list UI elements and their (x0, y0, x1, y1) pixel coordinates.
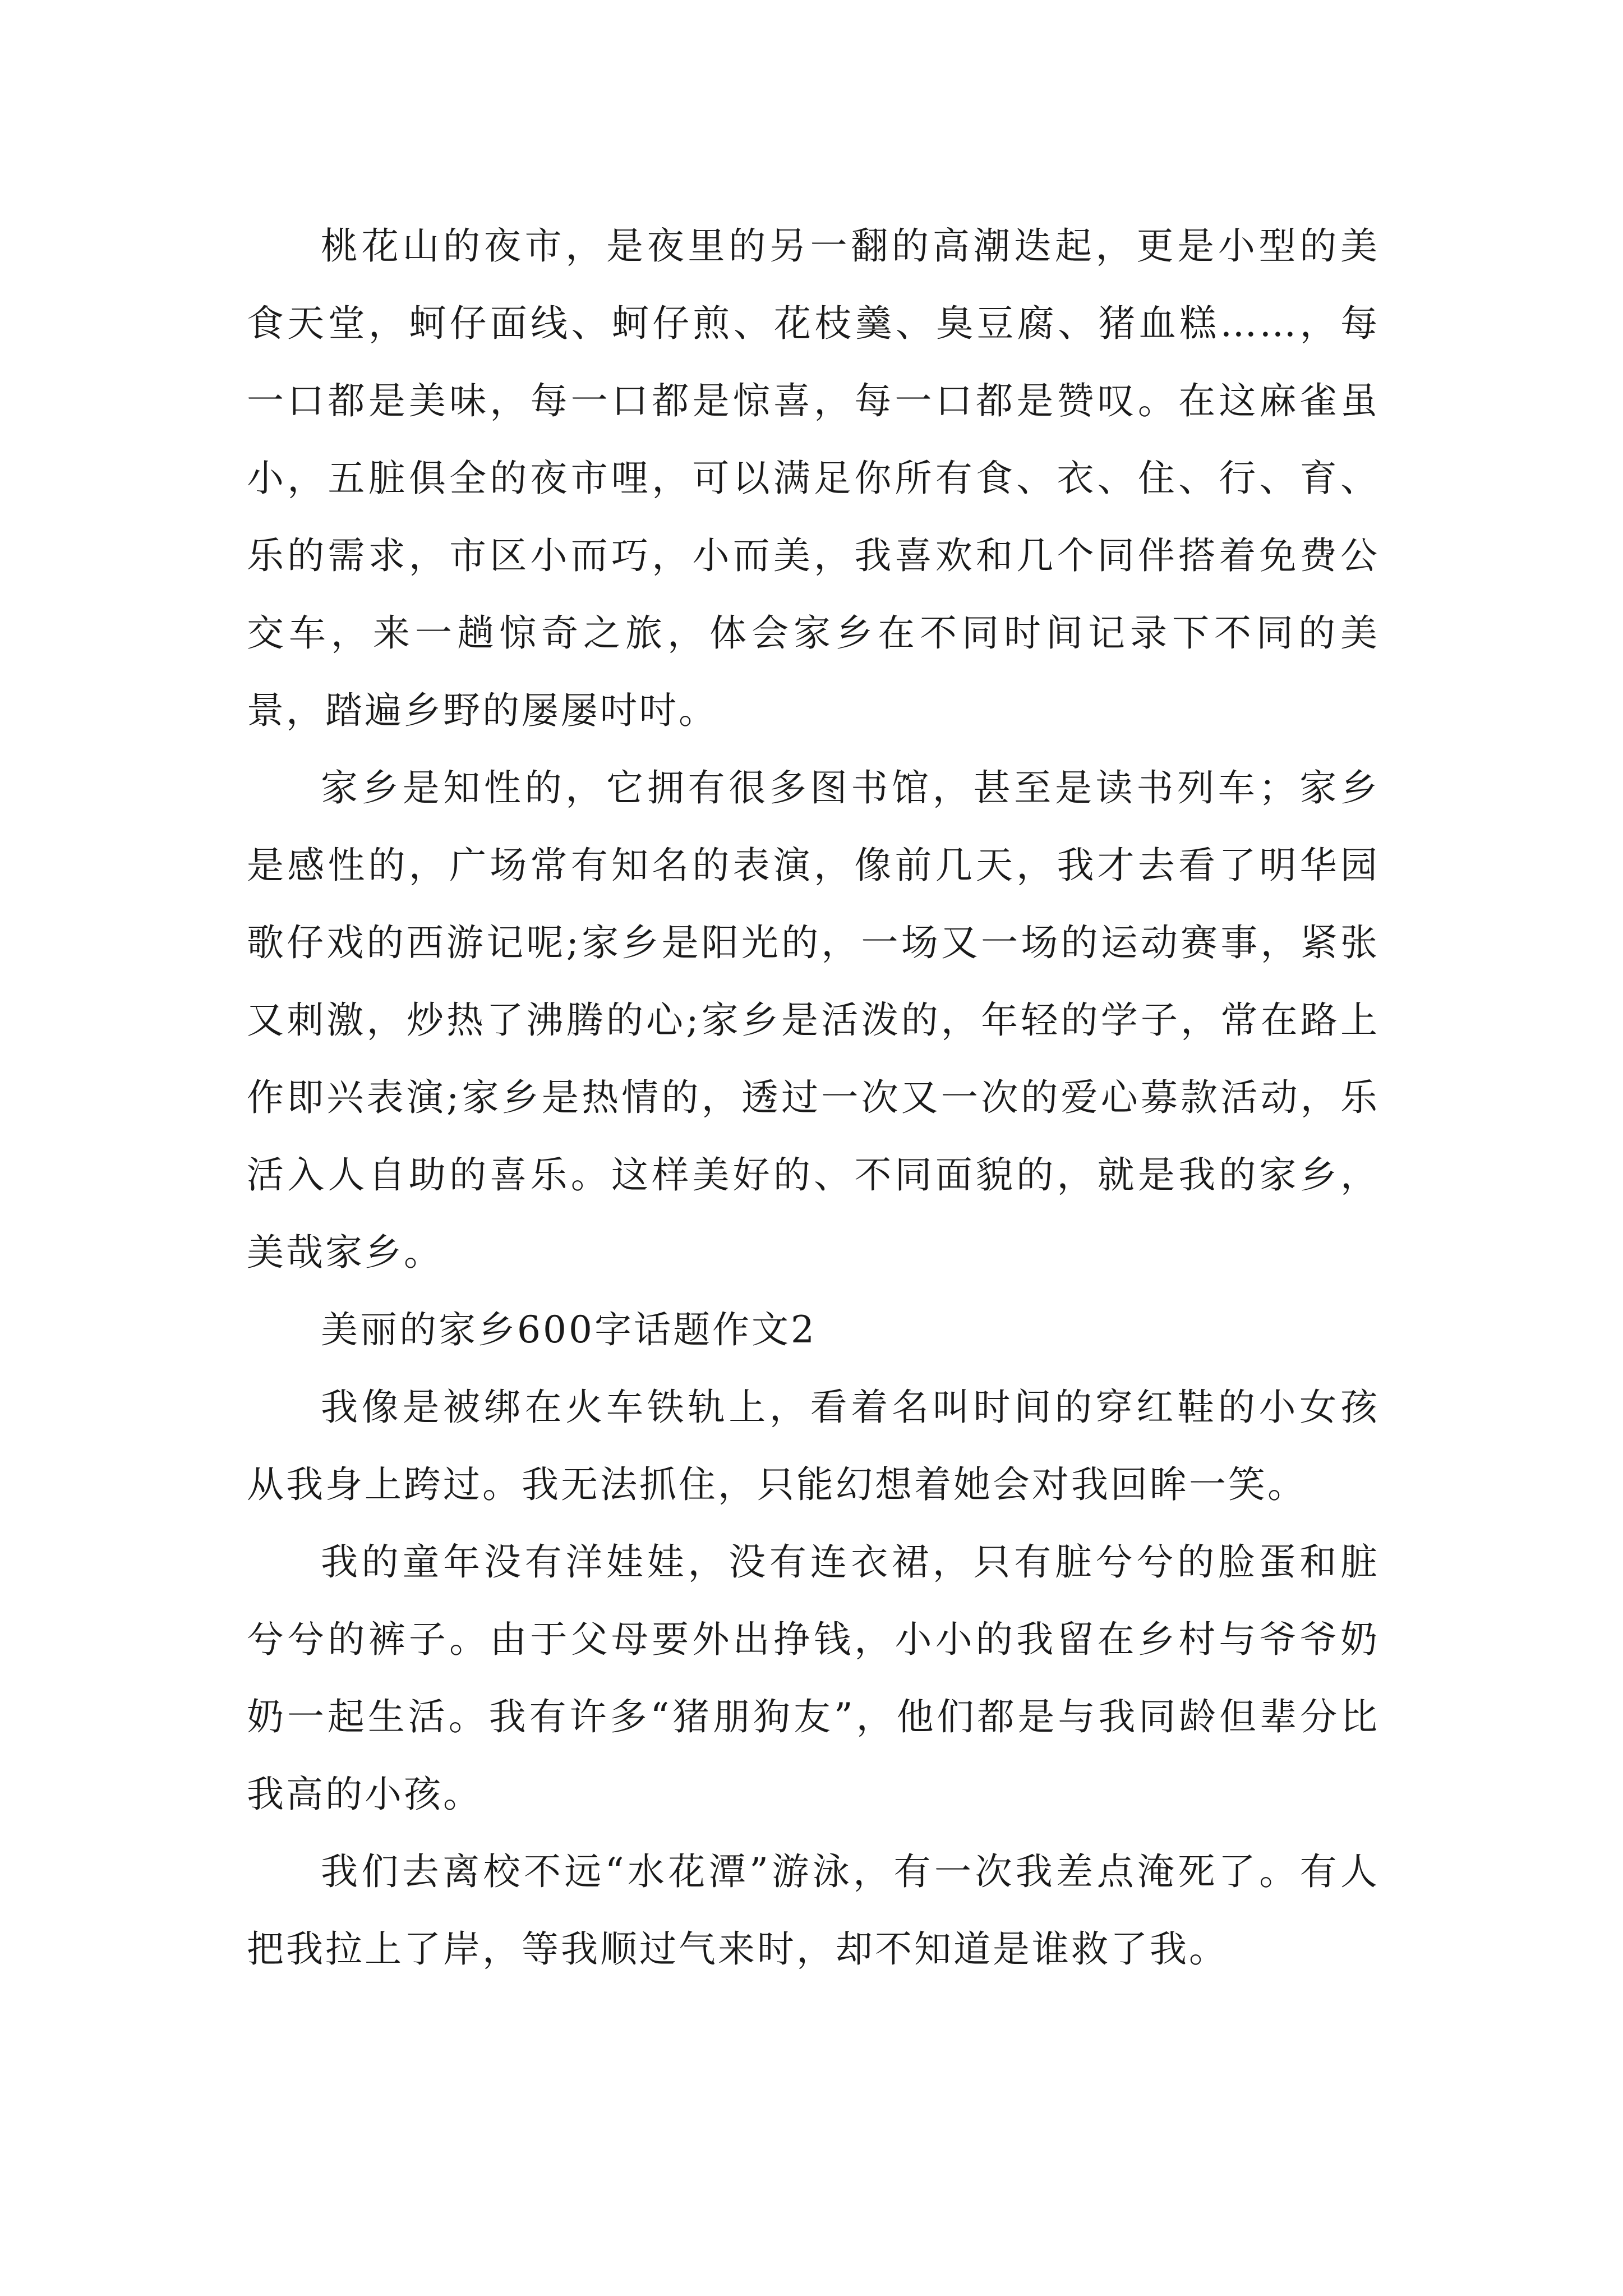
paragraph: 家乡是知性的，它拥有很多图书馆，甚至是读书列车；家乡是感性的，广场常有知名的表演，像前几天，我才去看了明华园歌仔戏的西游记呢;家乡是阳光的，一场又一场的运动赛事，紧张又刺激，炒热了沸腾的心;家乡是活泼的，年轻的学子，常在路上作即兴表演;家乡是热情的，透过一次又一次的爱心募款活动，乐活入人自助的喜乐。这样美好的、不同面貌的，就是我的家乡，美哉家乡。 (247, 766, 1380, 1274)
paragraph: 我像是被绑在火车铁轨上，看着名叫时间的穿红鞋的小女孩从我身上跨过。我无法抓住，只能幻想着她会对我回眸一笑。 (247, 1386, 1380, 1506)
paragraph: 我的童年没有洋娃娃，没有连衣裙，只有脏兮兮的脸蛋和脏兮兮的裤子。由于父母要外出挣钱，小小的我留在乡村与爷爷奶奶一起生活。我有许多“猪朋狗友”，他们都是与我同龄但辈分比我高的小孩。 (247, 1540, 1380, 1816)
paragraph: 我们去离校不远“水花潭”游泳，有一次我差点淹死了。有人把我拉上了岸，等我顺过气来时，却不知道是谁救了我。 (247, 1850, 1380, 1971)
document-body (247, 208, 1380, 1988)
paragraph: 桃花山的夜市，是夜里的另一翻的高潮迭起，更是小型的美食天堂，蚵仔面线、蚵仔煎、花枝羹、臭豆腐、猪血糕……，每一口都是美味，每一口都是惊喜，每一口都是赞叹。在这麻雀虽小，五脏俱全的夜市哩，可以满足你所有食、衣、住、行、育、乐的需求，市区小而巧，小而美，我喜欢和几个同伴搭着免费公交车，来一趟惊奇之旅，体会家乡在不同时间记录下不同的美景，踏遍乡野的屡屡吋吋。 (247, 224, 1380, 732)
section-heading: 美丽的家乡600字话题作文2 (321, 1308, 817, 1351)
